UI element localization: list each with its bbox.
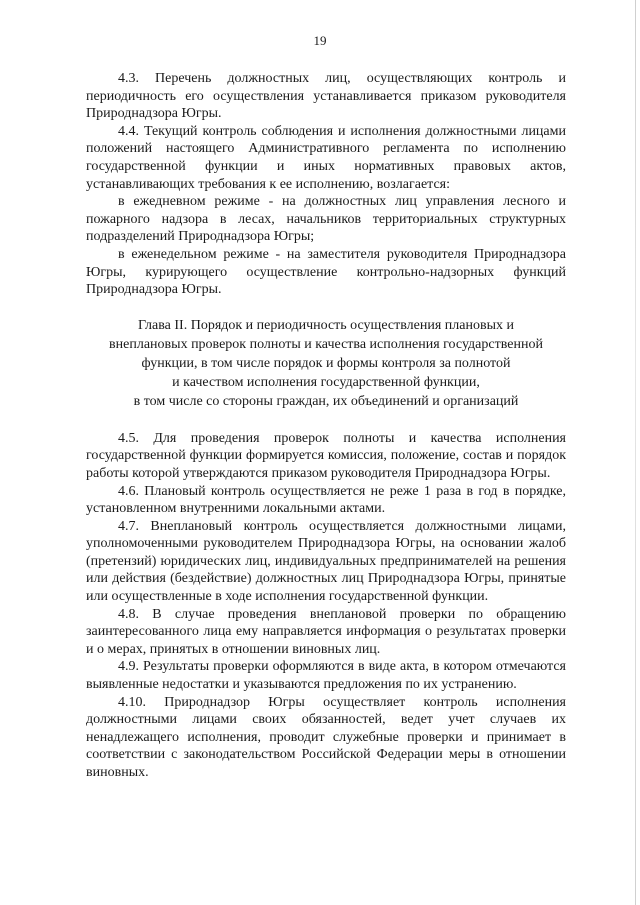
section-4-10: 4.10. Природнадзор Югры осуществляет контроль исполнения должностными лицами своих обязанностей, ведет учет случаев их ненадлежащего исполнения, проводит служебные проверки и принимает в соответствии с законодательством Российской Федерации меры в отношении виновных. bbox=[86, 694, 566, 780]
page-number: 19 bbox=[313, 33, 327, 48]
chapter-heading bbox=[86, 316, 566, 411]
section-4-3: 4.3. Перечень должностных лиц, осуществляющих контроль и периодичность его осуществления устанавливается приказом руководителя Природнадзора Югры. bbox=[86, 71, 566, 122]
chapter-heading-line: и качеством исполнения государственной функции, bbox=[172, 374, 480, 390]
chapter-heading-line: внеплановых проверок полноты и качества исполнения государственной bbox=[109, 336, 543, 352]
section-4-6: 4.6. Плановый контроль осуществляется не реже 1 раза в год в порядке, установленном внутренними локальными актами. bbox=[86, 483, 566, 517]
section-4-9: 4.9. Результаты проверки оформляются в виде акта, в котором отмечаются выявленные недостатки и указываются предложения по их устранению. bbox=[86, 659, 566, 693]
section-4-5: 4.5. Для проведения проверок полноты и качества исполнения государственной функции формируется комиссия, положение, состав и порядок работы которой утверждаются приказом руководителя Природнадзора Югры. bbox=[86, 430, 566, 481]
chapter-heading-line: в том числе со стороны граждан, их объединений и организаций bbox=[133, 393, 519, 409]
page-body bbox=[86, 70, 566, 782]
list-item-daily: в ежедневном режиме - на должностных лиц управления лесного и пожарного надзора в лесах, начальников территориальных структурных подразделений Природнадзора Югры; bbox=[86, 194, 566, 245]
chapter-heading-line: Глава II. Порядок и периодичность осуществления плановых и bbox=[138, 317, 514, 333]
list-item-weekly: в еженедельном режиме - на заместителя руководителя Природнадзора Югры, курирующего осуществление контрольно-надзорных функций Природнадзора Югры. bbox=[86, 246, 566, 298]
section-4-4: 4.4. Текущий контроль соблюдения и исполнения должностными лицами положений настоящего Административного регламента по исполнению государственной функции и иных нормативных правовых актов, устанавливающих требования к ее исполнению, возлагается: bbox=[86, 123, 566, 192]
page-edge-line bbox=[635, 0, 636, 905]
chapter-heading-line: функции, в том числе порядок и формы контроля за полнотой bbox=[141, 355, 511, 371]
section-4-7: 4.7. Внеплановый контроль осуществляется должностными лицами, уполномоченными руководителем Природнадзора Югры, на основании жалоб (претензий) юридических лиц, индивидуальных предпринимателей на решения или действия (бездействие) должностных лиц Природнадзора Югры, принятые или осуществленные в ходе исполнения государственной функции. bbox=[86, 518, 566, 605]
section-4-8: 4.8. В случае проведения внеплановой проверки по обращению заинтересованного лица ему направляется информация о результатах проверки и о мерах, принятых в отношении виновных лиц. bbox=[86, 606, 566, 657]
